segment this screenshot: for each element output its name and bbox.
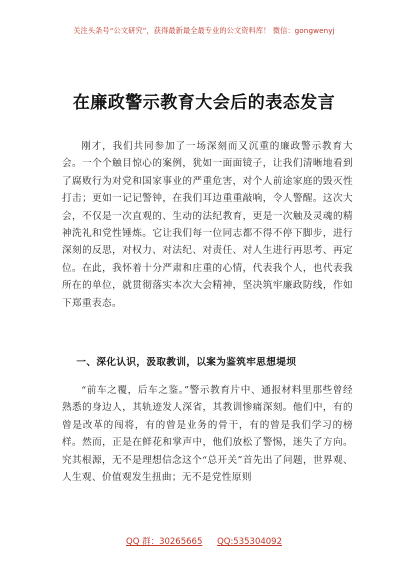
document-title: 在廉政警示教育大会后的表态发言 — [72, 93, 336, 113]
section-heading-1: 一、深化认识，汲取教训，以案为鉴筑牢思想堤坝 — [76, 357, 297, 368]
paragraph-2: “前车之覆，后车之鉴。”警示教育片中、通报材料里那些曾经熟悉的身边人，其轨迹发人深省，其教训惨痛深刻。他们中，有的曾是改革的闯将，有的曾是业务的骨干，有的曾是我们学习的榜样。然而，正是在鲜花和掌声中，他们放松了警惕，迷失了方向。究其根源，无不是理想信念这个“总开关”首先出了问题，世界观、人生观、价值观发生扭曲；无不是党性原则 — [62, 385, 353, 484]
qq-group-link[interactable]: QQ 群：30265665 — [126, 537, 203, 547]
paragraph-1: 刚才，我们共同参加了一场深刻而又沉重的廉政警示教育大会。一个个触目惊心的案例，犹如一面面镜子，让我们清晰地看到了腐败行为对党和国家事业的严重危害，对个人前途家庭的毁灭性打击；更如一记记警钟，在我们耳边重重敲响，令人警醒。这次大会，不仅是一次直观的、生动的法纪教育，更是一次触及灵魂的精神洗礼和党性锤炼。它让我们每一位同志都不得不停下脚步，进行深刻的反思，对权力、对法纪、对责任、对人生进行再思考、再定位。在此，我怀着十分严肃和庄重的心情，代表我个人，也代表我所在的单位，就贯彻落实本次大会精神，坚决筑牢廉政防线，作如下郑重表态。 — [62, 141, 353, 309]
footer — [0, 535, 408, 547]
qq-link[interactable]: QQ:535304092 — [217, 537, 282, 547]
top-banner: 关注头条号“公文研究”，获得最新最全最专业的公文资料库！ 微信：gongwenyj — [73, 26, 335, 35]
